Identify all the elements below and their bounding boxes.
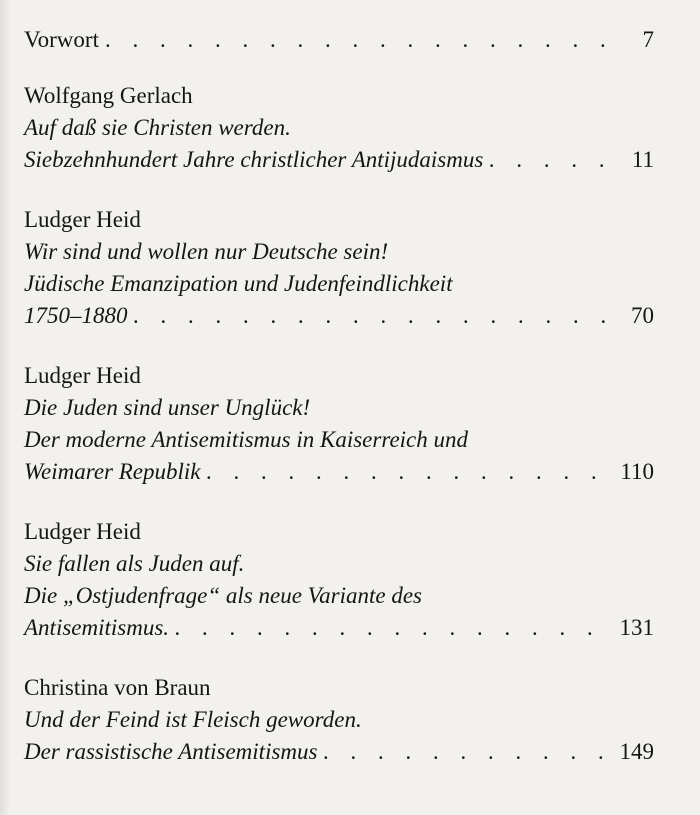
leader-dots bbox=[128, 300, 609, 332]
leader-dots bbox=[483, 144, 608, 176]
entry-title-line: Die Juden sind unser Unglück! bbox=[24, 395, 311, 420]
entry-title-line: Und der Feind ist Fleisch geworden. bbox=[24, 707, 362, 732]
entry-last-line: Siebzehnhundert Jahre christlicher Antijudaismus bbox=[24, 147, 484, 172]
entry-author: Ludger Heid bbox=[24, 363, 141, 388]
entry-title-line: Auf daß sie Christen werden. bbox=[24, 115, 291, 140]
leader-dots bbox=[201, 456, 608, 488]
leader-dots bbox=[169, 612, 608, 644]
entry-page-number: 11 bbox=[631, 147, 654, 172]
toc-entry bbox=[24, 516, 654, 644]
preface-title: Vorwort bbox=[24, 27, 99, 52]
entry-title-line: Die „Ostjudenfrage“ als neue Variante des bbox=[24, 583, 422, 608]
entry-page-number: 131 bbox=[619, 615, 654, 640]
entry-last-line: Der rassistische Antisemitismus bbox=[24, 739, 318, 764]
toc-entry bbox=[24, 80, 654, 176]
entry-title-line: Jüdische Emanzipation und Judenfeindlichkeit bbox=[24, 271, 453, 296]
entry-title-line: Sie fallen als Juden auf. bbox=[24, 551, 245, 576]
leader-dots bbox=[99, 24, 608, 56]
toc-entry bbox=[24, 360, 654, 488]
entry-last-line: Antisemitismus. bbox=[24, 615, 170, 640]
entry-last-line: 1750–1880 bbox=[24, 303, 128, 328]
entry-author: Christina von Braun bbox=[24, 675, 211, 700]
entry-author: Wolfgang Gerlach bbox=[24, 83, 193, 108]
entry-page-number: 110 bbox=[620, 459, 654, 484]
page-gutter-shadow bbox=[0, 0, 10, 815]
entry-page-number: 70 bbox=[631, 303, 654, 328]
entry-title-line: Wir sind und wollen nur Deutsche sein! bbox=[24, 239, 389, 264]
toc-entry-preface bbox=[24, 24, 654, 56]
entry-last-line: Weimarer Republik bbox=[24, 459, 201, 484]
entry-author: Ludger Heid bbox=[24, 519, 141, 544]
preface-page-number: 7 bbox=[642, 27, 654, 52]
entry-author: Ludger Heid bbox=[24, 207, 141, 232]
toc-entry bbox=[24, 204, 654, 332]
entry-title-line: Der moderne Antisemitismus in Kaiserreich und bbox=[24, 427, 468, 452]
toc-entry bbox=[24, 672, 654, 768]
table-of-contents bbox=[24, 24, 654, 796]
entry-page-number: 149 bbox=[619, 739, 654, 764]
leader-dots bbox=[317, 736, 608, 768]
